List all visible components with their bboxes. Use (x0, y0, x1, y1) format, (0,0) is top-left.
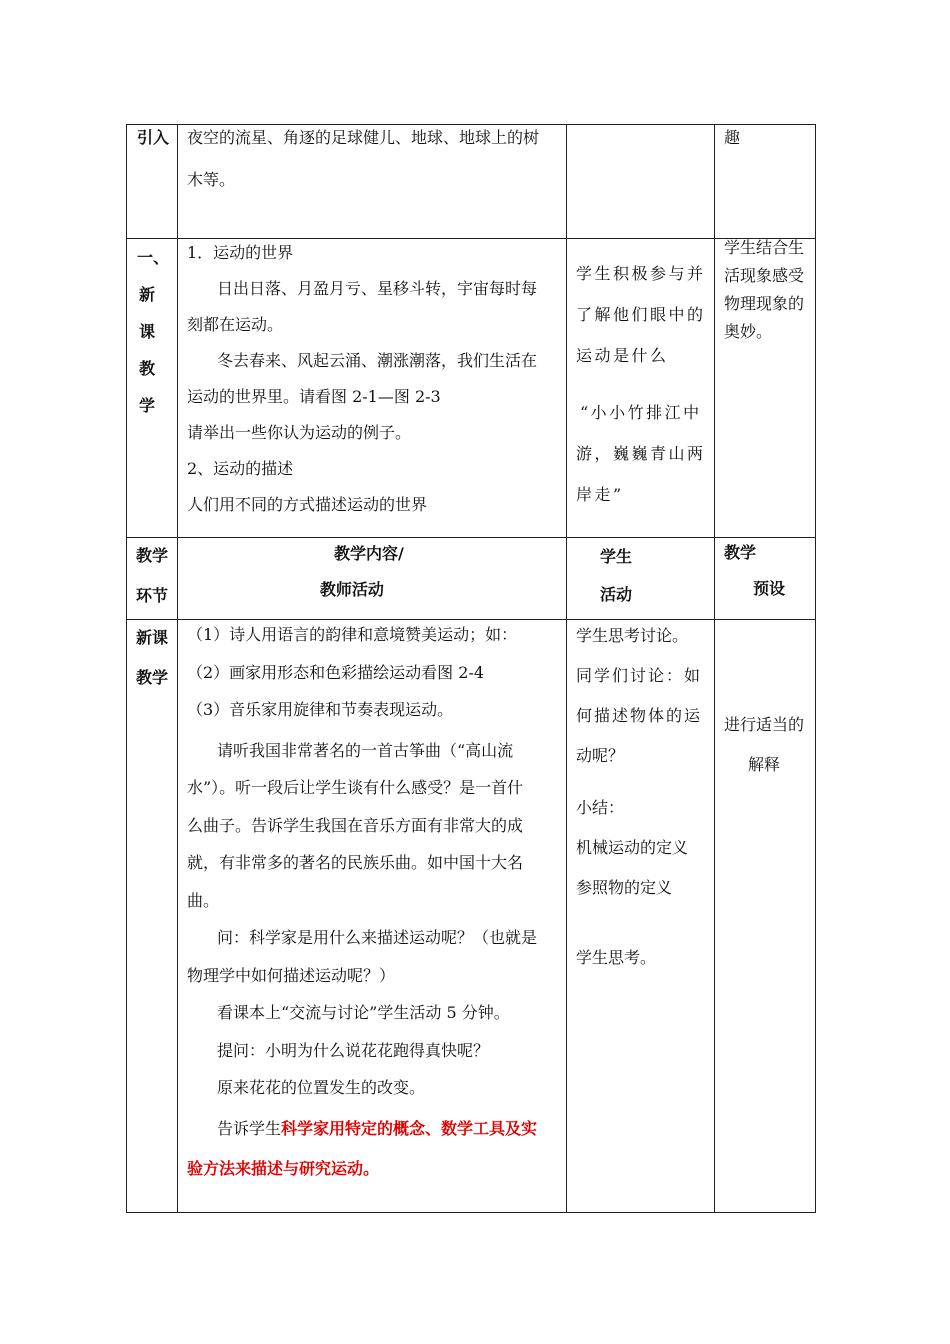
new-lesson-content (187, 235, 537, 523)
main-activity (576, 616, 702, 978)
text-line (187, 1110, 537, 1148)
text-line: （2）画家用形态和色彩描绘运动看图 2-4 (187, 662, 485, 682)
text-line: 请听我国非常著名的一首古筝曲（“高山流 (217, 740, 514, 760)
header-content (300, 536, 404, 608)
main-label (136, 618, 168, 698)
label-char: 新 (139, 285, 156, 304)
text-line: 刻都在运动。 (187, 315, 284, 334)
text-line: 解释 (748, 755, 781, 774)
text-line: 了解他们眼中的 (576, 305, 706, 324)
main-content (187, 616, 537, 1188)
text-line: 进行适当的 (724, 715, 805, 734)
intro-design: 趣 (724, 128, 741, 147)
text-line: 夜空的流星、角逐的足球健儿、地球、地球上的树 (187, 128, 540, 147)
text-line: 奥妙。 (724, 322, 773, 341)
text-line: 学生思考。 (576, 948, 657, 967)
text-line: 运动的世界里。请看图 2-1—图 2-3 (187, 387, 441, 406)
column-divider (177, 124, 178, 1213)
header-line: 预设 (753, 579, 786, 598)
new-lesson-activity (576, 253, 706, 515)
text-line: 日出日落、月盈月亏、星移斗转，宇宙每时每 (217, 279, 538, 298)
text-line: 同学们讨论：如 (576, 666, 703, 685)
text-line: 小结： (576, 798, 625, 817)
highlighted-text: 科学家用特定的概念、数学工具及实 (281, 1118, 538, 1138)
text-line: 水”）。听一段后让学生谈有什么感受？是一首什 (187, 778, 524, 797)
row-divider (126, 537, 816, 538)
column-divider (566, 124, 567, 1213)
text-line: 动呢？ (576, 746, 625, 765)
text-line: 看课本上“交流与讨论”学生活动 5 分钟。 (217, 1003, 510, 1022)
text-line: 参照物的定义 (576, 878, 673, 897)
main-design (724, 705, 804, 785)
text-line: 么曲子。告诉学生我国在音乐方面有非常大的成 (187, 815, 524, 835)
text-line: 活现象感受 (724, 266, 805, 285)
header-line: 环节 (136, 586, 169, 605)
label-char: 学 (139, 396, 156, 415)
header-line: 教学 (724, 543, 757, 562)
text-line: 提问：小明为什么说花花跑得真快呢？ (217, 1040, 490, 1060)
text-line: 何描述物体的运 (576, 706, 703, 725)
label-line: 新课 (136, 628, 169, 647)
text-line: （3）音乐家用旋律和节奏表现运动。 (187, 700, 454, 719)
header-line: 学生 (600, 547, 633, 566)
text-line: 学生结合生 (724, 238, 805, 257)
text-line: “小小竹排江中 (580, 403, 702, 422)
label-line: 教学 (136, 668, 169, 687)
intro-label: 引入 (137, 128, 170, 147)
header-line: 教学 (136, 546, 169, 565)
text-line: 物理学中如何描述运动呢？） (187, 965, 396, 985)
intro-content (187, 120, 539, 198)
text-line: 运动是什么 (576, 346, 669, 365)
new-lesson-design (724, 234, 804, 346)
header-line: 活动 (600, 585, 633, 604)
text-line: 问：科学家是用什么来描述运动呢？（也就是 (217, 928, 538, 947)
text-line: 就，有非常多的著名的民族乐曲。如中国十大名 (187, 853, 524, 872)
text-line: 1．运动的世界 (187, 243, 294, 262)
text-line: （1）诗人用语言的韵律和意境赞美运动；如： (187, 625, 518, 644)
text-line: 物理现象的 (724, 294, 805, 313)
text-line: 2、运动的描述 (187, 459, 294, 478)
header-activity (600, 538, 632, 614)
label-char: 教 (139, 359, 156, 378)
text-line: 冬去春来、风起云涌、潮涨潮落，我们生活在 (217, 351, 538, 370)
text-line: 学生积极参与并 (576, 264, 706, 283)
text-line: 机械运动的定义 (576, 838, 689, 857)
text-line: 原来花花的位置发生的改变。 (217, 1078, 426, 1097)
header-line: 教学内容/ (334, 544, 404, 563)
text-line: 学生思考讨论。 (576, 626, 689, 645)
header-line: 教师活动 (319, 580, 384, 599)
highlighted-text: 验方法来描述与研究运动。 (187, 1159, 380, 1178)
text-line: 人们用不同的方式描述运动的世界 (187, 495, 428, 514)
tell-prefix: 告诉学生 (217, 1118, 282, 1138)
new-lesson-label (137, 239, 169, 424)
header-design (724, 535, 785, 607)
column-divider (714, 124, 715, 1213)
label-char: 课 (139, 322, 156, 341)
text-line: 岸走” (576, 485, 624, 504)
header-stage (136, 536, 168, 616)
text-line: 曲。 (187, 890, 220, 910)
text-line: 请举出一些你认为运动的例子。 (187, 423, 412, 442)
text-line: 木等。 (187, 170, 236, 189)
text-line: 游，巍巍青山两 (576, 444, 706, 463)
label-char: 一、 (137, 248, 170, 267)
